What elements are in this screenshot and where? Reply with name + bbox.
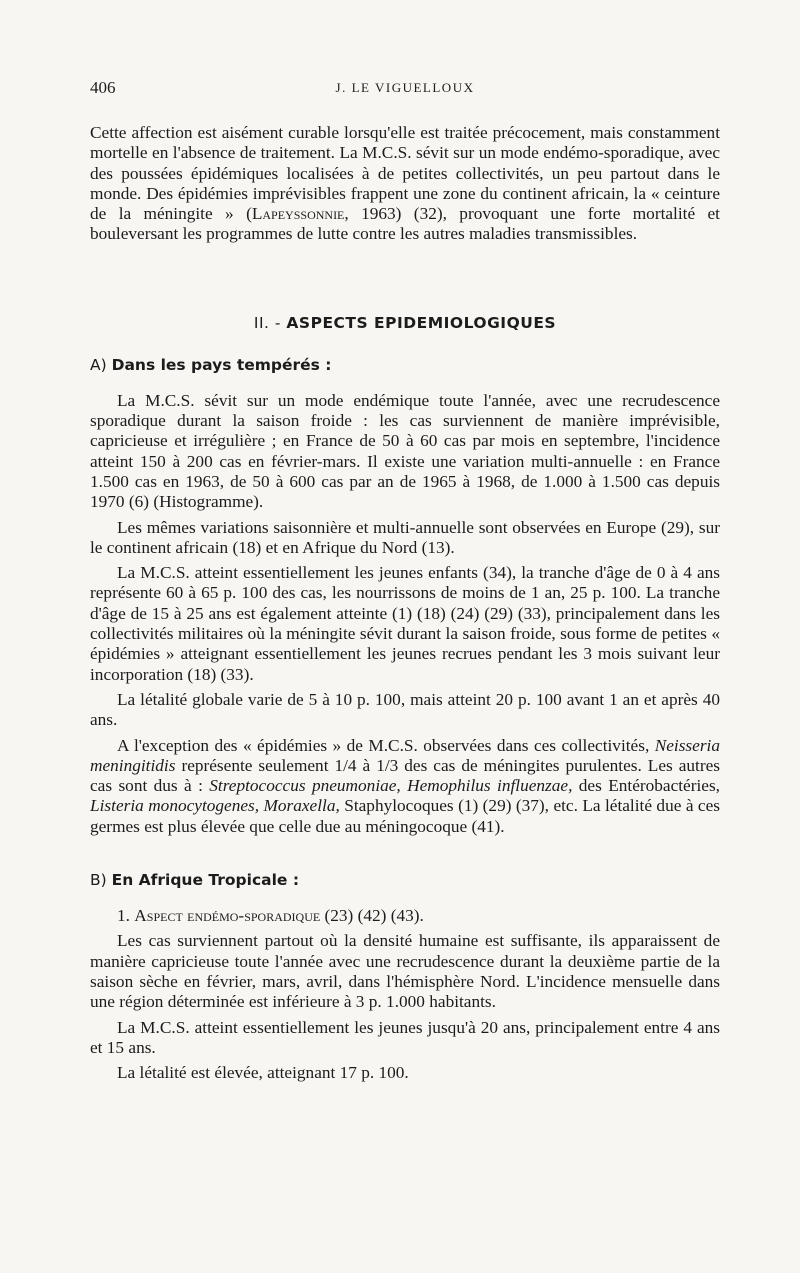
section-heading [90,314,720,336]
paragraph-a2: Les mêmes variations saisonnière et multi-annuelle sont observées en Europe (29), sur le continent africain (18) et en Afrique du Nord (13). [90,517,720,557]
article-body [90,123,720,1083]
page-number: 406 [90,78,116,97]
species-neisseria: Neisseria meningitidis [90,735,720,775]
paragraph-a3: La M.C.S. atteint essentiellement les jeunes enfants (34), la tranche d'âge de 0 à 4 ans représente 60 à 65 p. 100 des cas, les nourrissons de moins de 1 an, 25 p. 100. La tranche d'âge de 15 à 25 ans est également atteinte (1) (18) (24) (29) (33), principalement dans les collectivités militaires où la méningite sévit durant la saison froide, sous forme de petites « épidémies » atteignant essentiellement les jeunes recrues pendant les 3 mois suivant leur incorporation (18) (33). [90,563,720,684]
intro-text-b: , 1963) (32), provoquant une forte mortalité et bouleversant les programmes de lutte contre les autres maladies transmissibles. [90,204,720,244]
running-title: J. LE VIGUELLOUX [335,80,475,95]
paragraph-a5 [90,736,720,837]
a5-text-b: représente seulement 1/4 à 1/3 des cas de méningites purulentes. Les autres cas sont dus à : [90,755,720,796]
a5-text-c: des Entérobactéries, [572,776,721,796]
subsection-a-title: Dans les pays tempérés : [111,355,332,374]
item-b1-refs: (23) (42) (43). [320,906,424,926]
section-title: ASPECTS EPIDEMIOLOGIQUES [286,313,557,332]
species-listeria: Listeria monocytogenes, Moraxella, [90,796,340,816]
subsection-a-heading [90,356,720,378]
item-b1-title: Aspect endémo-sporadique [134,906,321,926]
paragraph-a4: La létalité globale varie de 5 à 10 p. 100, mais atteint 20 p. 100 avant 1 an et après 40 ans. [90,689,720,730]
subsection-b-title: En Afrique Tropicale : [111,871,300,890]
subsection-b-letter: B) [90,871,107,890]
species-streptococcus: Streptococcus pneumoniae, Hemophilus influenzae, [209,776,573,796]
paragraph-a1: La M.C.S. sévit sur un mode endémique toute l'année, avec une recrudescence sporadique durant la saison froide : les cas surviennent de manière imprévisible, capricieuse et irrégulière ; en France de 50 à 60 cas par mois en septembre, l'incidence atteint 150 à 200 cas en février-mars. Il existe une variation multi-annuelle : en France 1.500 cas en 1963, de 50 à 600 cas par an de 1965 à 1968, de 1.000 à 1.500 cas depuis 1970 (6) (Histogramme). [90,390,720,512]
paragraph-b3: La létalité est élevée, atteignant 17 p. 100. [117,1063,409,1083]
intro-text-a: Cette affection est aisément curable lorsqu'elle est traitée précocement, mais constamment mortelle en l'absence de traitement. La M.C.S. sévit sur un mode endémo-sporadique, avec des poussées épidémiques localisées à de petites collectivités, un peu partout dans le monde. Des épidémies imprévisibles frappent une zone du continent africain, la « ceinture de la méningite » ( [90,123,720,224]
subsection-b-heading [90,871,720,893]
a5-text-a: A l'exception des « épidémies » de M.C.S. observées dans ces collectivités, [117,735,655,755]
paragraph-b2: La M.C.S. atteint essentiellement les jeunes jusqu'à 20 ans, principalement entre 4 ans et 15 ans. [90,1017,720,1057]
running-header [90,78,720,100]
section-number: II. - [253,313,281,332]
item-b1-number: 1. [117,906,130,926]
subsection-a-letter: A) [90,355,107,374]
author-citation: Lapeyssonnie [251,204,345,224]
paragraph-b1: Les cas surviennent partout où la densité humaine est suffisante, ils apparaissent de manière capricieuse toute l'année avec une recrudescence durant la deuxième partie de la saison sèche en février, mars, avril, dans l'hémisphère Nord. L'incidence mensuelle dans une région déterminée est inférieure à 3 p. 1.000 habitants. [90,931,720,1012]
intro-paragraph [90,123,720,245]
a5-text-d: Staphylocoques (1) (29) (37), etc. La létalité due à ces germes est plus élevée que celle due au méningocoque (41). [90,796,720,836]
item-b1-heading [90,906,720,926]
